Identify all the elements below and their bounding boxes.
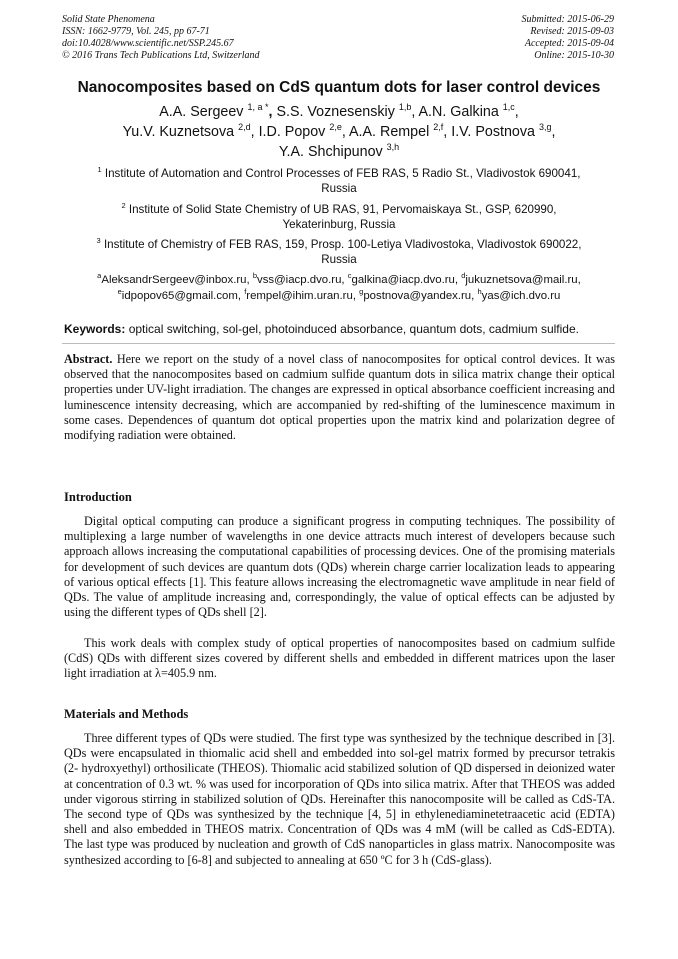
affiliation-sup: 2	[121, 201, 126, 211]
journal-issn: ISSN: 1662-9779, Vol. 245, pp 67-71	[62, 26, 210, 37]
email-sup: e	[117, 286, 122, 296]
affiliation-text: Institute of Chemistry of FEB RAS, 159, Prosp. 100-Letiya Vladivostoka, Vladivostok 690022,	[103, 238, 582, 251]
abstract-text: Here we report on the study of a novel class of nanocomposites for optical control devices. It was observed that the nanocomposites based on cadmium sulfide quantum dots in silica matrix change their optical properties under UV-light irradiation. The changes are expressed in optical absorbance coefficient increasing and luminescence intensity decreasing, which are accompanied by red-shifting of the luminescence maximum in some cases. Dependences of quantum dot optical properties upon the matrix kind and polarization degree of modifying radiation were obtained.	[64, 352, 616, 443]
journal-name: Solid State Phenomena	[62, 14, 155, 25]
email-line-1: $^a$AleksandrSergeev@inbox.ru, $^b$vss@iacp.dvo.ru, $^c$galkina@iacp.dvo.ru, $^d$jukuznetsova@mail.ru,	[97, 271, 581, 286]
section-heading-methods: Materials and Methods	[64, 707, 189, 721]
email-link[interactable]: rempel@ihim.uran.ru	[246, 289, 353, 302]
date-accepted: Accepted: 2015-09-04	[524, 38, 614, 49]
author-name: I.D. Popov	[258, 124, 326, 140]
email-link[interactable]: idpopov65@gmail.com	[121, 289, 238, 302]
affiliation-text: Yekaterinburg, Russia	[282, 218, 396, 231]
paper-title: Nanocomposites based on CdS quantum dots for laser control devices	[77, 79, 601, 96]
keywords-text: optical switching, sol-gel, photoinduced absorbance, quantum dots, cadmium sulfide.	[128, 322, 579, 336]
journal-doi[interactable]: doi:10.4028/www.scientific.net/SSP.245.67	[62, 38, 234, 49]
author-sup: 2,f	[433, 122, 444, 133]
email-sup: f	[244, 286, 247, 296]
author-sup: 1, a *	[247, 102, 269, 113]
author-line-1: A.A. Sergeev $^{1, a *}$, S.S. Voznesenskiy $^{1,b}$, A.N. Galkina $^{1,c}$,	[159, 102, 519, 120]
email-line-2: $^e$idpopov65@gmail.com, $^f$rempel@ihim.uran.ru, $^g$postnova@yandex.ru, $^h$yas@ich.dvo.ru	[117, 286, 561, 302]
date-submitted: Submitted: 2015-06-29	[521, 14, 614, 25]
affiliation-sup: 1	[97, 165, 102, 175]
affiliation-1	[70, 166, 608, 196]
affiliation-3	[70, 237, 608, 267]
author-name: Y.A. Shchipunov	[278, 144, 383, 160]
author-sup: 3,h	[386, 142, 400, 153]
journal-copyright: © 2016 Trans Tech Publications Ltd, Switzerland	[62, 50, 260, 61]
divider	[62, 343, 615, 344]
email-list	[50, 273, 628, 304]
email-sup: g	[359, 286, 364, 296]
affiliation-2	[70, 202, 608, 232]
abstract-label: Abstract.	[64, 352, 113, 366]
email-link[interactable]: jukuznetsova@mail.ru	[465, 274, 578, 286]
author-name: A.A. Sergeev	[159, 104, 244, 120]
email-sup: c	[347, 271, 352, 281]
date-online: Online: 2015-10-30	[534, 50, 614, 61]
abstract	[64, 352, 615, 443]
affiliation-text: Institute of Automation and Control Processes of FEB RAS, 5 Radio St., Vladivostok 690041,	[104, 167, 581, 180]
keywords	[64, 322, 624, 336]
author-name: A.A. Rempel	[349, 124, 430, 140]
publication-dates	[522, 14, 615, 62]
author-sup: 1,c	[502, 102, 515, 113]
email-sup: a	[97, 271, 102, 281]
author-sup: 3,g	[538, 122, 552, 133]
email-sup: d	[461, 271, 466, 281]
author-line-3	[40, 142, 638, 162]
methods-paragraph-1: Three different types of QDs were studied. The first type was synthesized by the technique described in [3]. QDs were encapsulated in thiomalic acid shell and embedded into sol-gel matrix formed by precursor tetrakis (2- hydroxyethyl) orthosilicate (THEOS). Thiomalic acid stabilized solution of QD dispersed in deionized water at concentration of 0.3 wt. % was used for incorporation of QDs into silica matrix. After that THEOS was added under vigorous stirring in stabilized solution of QDs. Hereinafter this nanocomposite will be called as CdS-TA. The second type of QDs was synthesized by the technique [4, 5] in ethylenediaminetetraacetic acid (EDTA) shell and also embedded in THEOS matrix. Concentration of QDs was 4 mM (will be called as CdS-EDTA). The last type was produced by nucleation and growth of CdS nanoparticles in glass matrix. Nanocomposite was synthesized according to [6-8] and subjected to annealing at 650 ºC for 3 h (CdS-glass).	[64, 731, 615, 867]
affiliation-text: Russia	[321, 253, 357, 266]
author-sup: 1,b	[398, 102, 412, 113]
author-list	[40, 102, 638, 162]
author-name: A.N. Galkina	[418, 104, 499, 120]
date-revised: Revised: 2015-09-03	[530, 26, 614, 37]
email-link[interactable]: yas@ich.dvo.ru	[481, 289, 561, 302]
email-link[interactable]: galkina@iacp.dvo.ru	[351, 274, 455, 286]
author-name: Yu.V. Kuznetsova	[122, 124, 235, 140]
introduction-paragraph-1: Digital optical computing can produce a significant progress in computing techniques. The possibility of multiplexing a large number of wavelengths in one device attracts much interest of developers because such approach allows increasing the computational capabilities of processing devices. One of the promising materials for development of such devices are quantum dots (QDs) wherein charge carrier localization leads to appearing of various optical effects [1]. This feature allows increasing the electromagnetic wave amplitude in near field of QDs. The value of amplitude increasing and, correspondingly, the value of optical effects can be adjusted by using the different types of QDs shell [2].	[64, 514, 615, 620]
email-link[interactable]: AleksandrSergeev@inbox.ru	[101, 274, 247, 286]
author-sup: 2,d	[238, 122, 251, 133]
affiliation-text: Institute of Solid State Chemistry of UB RAS, 91, Pervomaiskaya St., GSP, 620990,	[128, 203, 557, 216]
affiliation-text: Russia	[321, 182, 357, 195]
keywords-label: Keywords:	[64, 322, 126, 336]
author-name: I.V. Postnova	[451, 124, 535, 140]
journal-info	[62, 14, 260, 62]
author-line-2: Yu.V. Kuznetsova $^{2,d}$, I.D. Popov $^{2,e}$, A.A. Rempel $^{2,f}$, I.V. Postnova $^{3,g}$,	[122, 122, 556, 140]
email-link[interactable]: postnova@yandex.ru	[363, 289, 472, 302]
author-name: S.S. Voznesenskiy	[276, 104, 395, 120]
author-sup: 2,e	[329, 122, 342, 133]
introduction-paragraph-2: This work deals with complex study of optical properties of nanocomposites based on cadmium sulfide (CdS) QDs with different sizes covered by different shells and embedded in different matrices upon the laser light irradiation at λ=405.9 nm.	[64, 636, 615, 681]
section-heading-introduction: Introduction	[64, 490, 132, 504]
email-link[interactable]: vss@iacp.dvo.ru	[257, 274, 342, 286]
affiliation-sup: 3	[96, 236, 101, 246]
email-sup: h	[477, 286, 482, 296]
email-sup: b	[252, 271, 258, 281]
